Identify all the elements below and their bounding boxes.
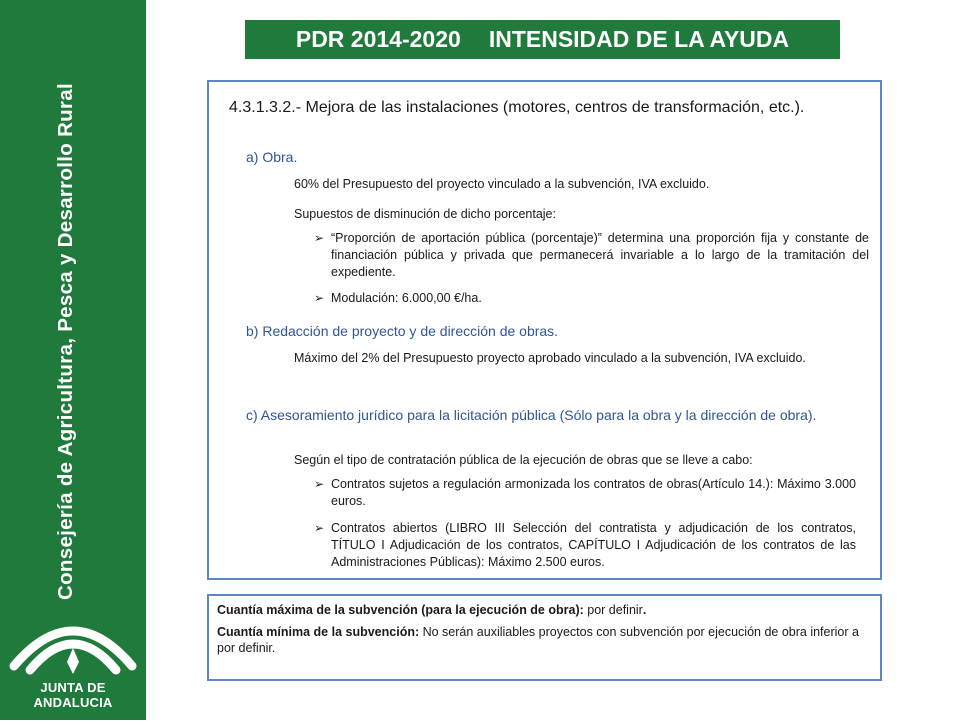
list-item: Contratos abiertos (LIBRO III Selección del contratista y adjudicación de los contratos, TÍTULO I Adjudicación de los contratos, CAPÍTULO I Adjudicación de los contratos de las Administraciones Públicas): Máximo 2.500 euros.: [331, 521, 856, 569]
program-label: PDR 2014-2020: [295, 26, 461, 52]
item-a-intro: Supuestos de disminución de dicho porcentaje:: [294, 207, 556, 221]
max-amount-end: .: [642, 603, 647, 617]
item-b-label: b) Redacción de proyecto y de dirección de obras.: [246, 323, 559, 339]
item-a-text: 60% del Presupuesto del proyecto vinculado a la subvención, IVA excluido.: [294, 177, 710, 191]
max-amount-value: por definir: [583, 603, 643, 617]
logo-text: JUNTA DE ANDALUCIA: [33, 680, 113, 710]
min-amount-label: Cuantía mínima de la subvención:: [217, 625, 420, 639]
title-bar: [245, 20, 840, 59]
summary-content: [217, 602, 867, 656]
junta-logo: [0, 604, 146, 720]
min-amount-value: No serán auxiliables proyectos con subvención por ejecución de obra inferior a por definir.: [217, 625, 859, 655]
item-a-label: a) Obra.: [246, 149, 298, 165]
item-c-label: c) Asesoramiento jurídico para la licitación pública (Sólo para la obra y la dirección de obra).: [246, 407, 817, 423]
page-title: INTENSIDAD DE LA AYUDA: [488, 26, 790, 52]
arrow-bullet-icon: ➢: [314, 521, 325, 535]
main-content-panel: [207, 80, 882, 580]
min-amount-line: [217, 624, 867, 656]
sidebar: [0, 0, 146, 720]
summary-panel: [207, 594, 882, 681]
list-item: “Proporción de aportación pública (porcentaje)” determina una proporción fija y constante de financiación pública y privada que permanecerá invariable a lo largo de la tramitación del expediente.: [331, 231, 869, 279]
organization-name: Consejería de Agricultura, Pesca y Desarrollo Rural: [54, 83, 77, 600]
section-heading: 4.3.1.3.2.- Mejora de las instalaciones (motores, centros de transformación, etc.).: [229, 99, 805, 116]
item-b-text: Máximo del 2% del Presupuesto proyecto aprobado vinculado a la subvención, IVA excluido.: [294, 351, 806, 365]
item-c-intro: Según el tipo de contratación pública de la ejecución de obras que se lleve a cabo:: [294, 453, 753, 467]
arrow-bullet-icon: ➢: [314, 291, 325, 305]
list-item: Contratos sujetos a regulación armonizada los contratos de obras(Artículo 14.): Máximo 3.000 euros.: [331, 477, 856, 508]
max-amount-label: Cuantía máxima de la subvención (para la ejecución de obra):: [217, 603, 584, 617]
max-amount-line: [217, 602, 867, 618]
arrow-bullet-icon: ➢: [314, 231, 325, 245]
list-item: Modulación: 6.000,00 €/ha.: [331, 291, 482, 305]
arrow-bullet-icon: ➢: [314, 477, 325, 491]
